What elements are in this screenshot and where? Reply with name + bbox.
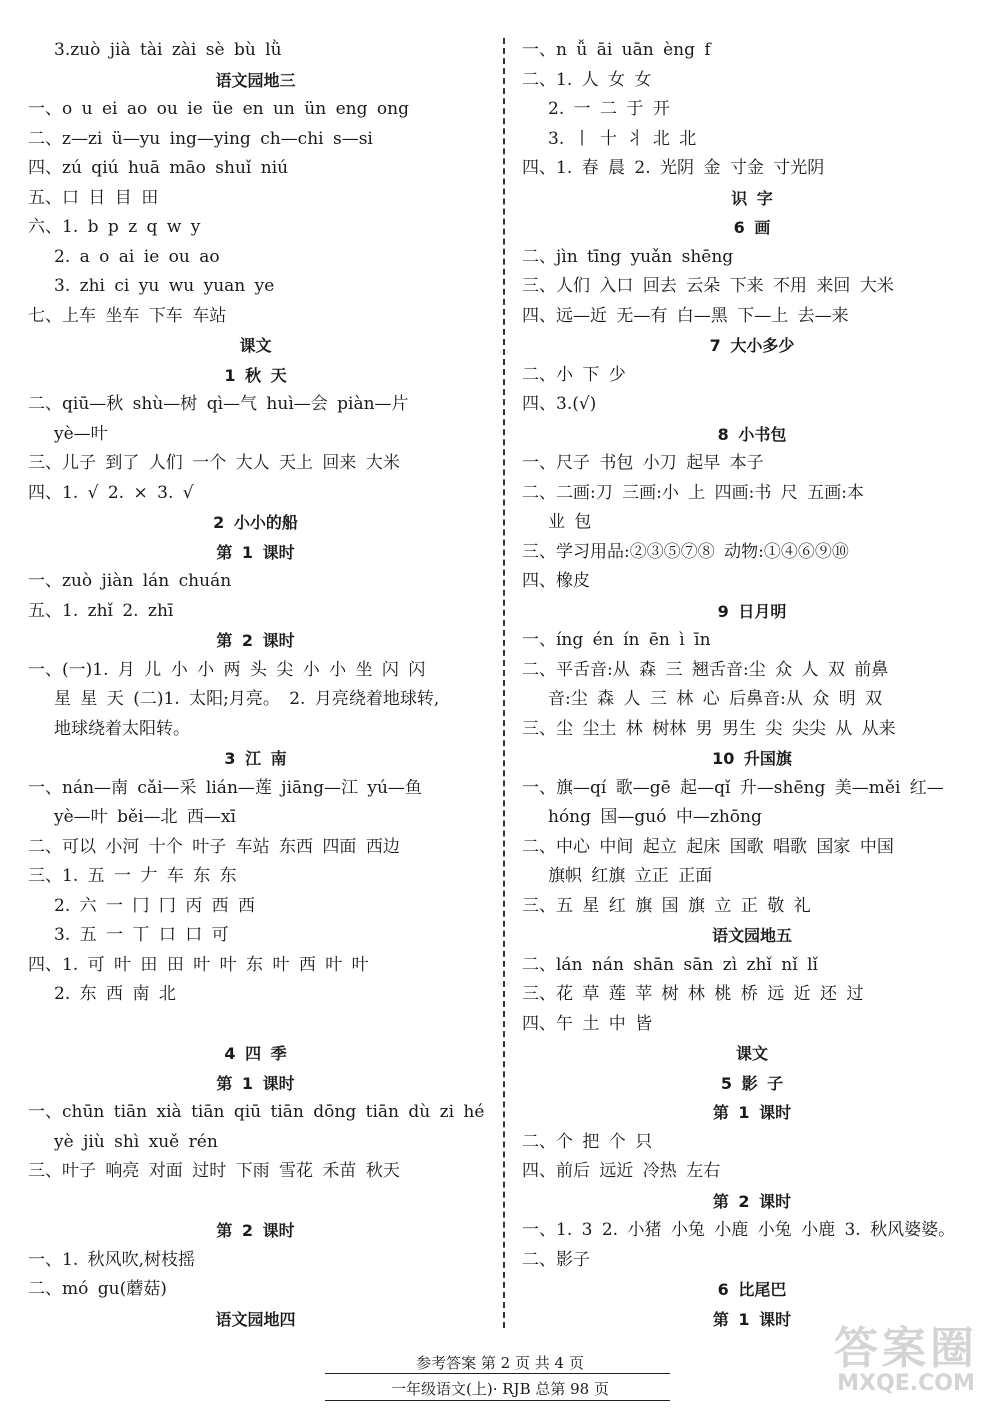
section-heading: 2 小小的船 — [213, 513, 298, 532]
answer-line: 一、o u ei ao ou ie üe en un ün eng ong — [28, 99, 409, 119]
answer-line: 四、前后 远近 冷热 左右 — [522, 1161, 721, 1181]
answer-line: 3. zhi ci yu wu yuan ye — [54, 276, 275, 296]
answer-line: 三、1. 五 一 𠂇 车 东 东 — [28, 866, 237, 886]
answer-line: hóng 国—guó 中—zhōng — [548, 807, 762, 827]
section-heading: 语文园地五 — [711, 926, 792, 945]
section-heading: 第 1 课时 — [216, 542, 295, 562]
answer-line: 五、1. zhǐ 2. zhī — [28, 600, 174, 621]
watermark-text: 答案圈 — [834, 1323, 978, 1374]
answer-line: 旗帜 红旗 立正 正面 — [548, 866, 713, 886]
answer-line: 四、zú qiú huā māo shuǐ niú — [28, 158, 289, 178]
answer-line: yè—叶 běi—北 西—xī — [54, 807, 236, 827]
answer-line: 四、午 土 中 皆 — [522, 1013, 653, 1034]
answer-line: 四、1. 春 晨 2. 光阴 金 寸金 寸光阴 — [522, 158, 825, 178]
answer-line: 三、儿子 到了 人们 一个 大人 天上 回来 大米 — [28, 453, 400, 473]
section-heading: 3 江 南 — [224, 749, 287, 768]
left-column — [28, 36, 483, 1334]
answer-line: 二、可以 小河 十个 叶子 车站 东西 四面 西边 — [28, 836, 400, 857]
answer-line: 地球绕着太阳转。 — [54, 718, 190, 739]
section-heading: 课文 — [735, 1044, 768, 1063]
answer-line: 二、个 把 个 只 — [522, 1131, 653, 1152]
section-heading: 10 升国旗 — [712, 749, 792, 768]
answer-line: 一、旗—qí 歌—gē 起—qǐ 升—shēng 美—měi 红— — [522, 777, 944, 798]
answer-line: 四、橡皮 — [522, 571, 590, 591]
blank-line — [28, 1187, 483, 1217]
answer-line: 三、学习用品:②③⑤⑦⑧ 动物:①④⑥⑨⑩ — [522, 541, 849, 562]
answer-line: 三、五 星 红 旗 国 旗 立 正 敬 礼 — [522, 895, 811, 916]
answer-line: 四、1. 可 叶 田 田 叶 叶 东 叶 西 叶 叶 — [28, 954, 369, 975]
answer-line: yè jiù shì xuě rén — [54, 1131, 218, 1152]
answer-line: 二、jìn tīng yuǎn shēng — [522, 246, 734, 267]
answer-line: 七、上车 坐车 下车 车站 — [28, 305, 227, 326]
section-heading: 8 小书包 — [717, 424, 787, 444]
section-heading: 4 四 季 — [224, 1044, 287, 1063]
section-heading: 5 影 子 — [720, 1073, 784, 1093]
blank-line — [28, 1010, 483, 1040]
answer-line: 2. 六 一 冂 冂 丙 西 西 — [54, 895, 256, 916]
answer-line: 二、1. 人 女 女 — [522, 69, 652, 90]
answer-line: 四、1. √ 2. × 3. √ — [28, 482, 194, 503]
section-heading: 第 2 课时 — [712, 1191, 792, 1211]
footer-page-info: 参考答案 第 2 页 共 4 页 — [416, 1354, 584, 1372]
footer-rule-bottom — [325, 1400, 670, 1401]
section-heading: 第 2 课时 — [216, 1221, 295, 1240]
answer-line: 六、1. b p z q w y — [28, 217, 201, 237]
answer-line: 四、3.(√) — [522, 394, 597, 414]
answer-line: 3. 五 一 丅 口 口 可 — [54, 925, 229, 945]
answer-line: 音:尘 森 人 三 林 心 后鼻音:从 众 明 双 — [548, 689, 883, 709]
answer-line: 二、小 下 少 — [522, 364, 626, 385]
answer-line: 一、1. 秋风吹,树枝摇 — [28, 1249, 196, 1270]
answer-line: 三、花 草 莲 苹 树 林 桃 桥 远 近 还 过 — [522, 984, 864, 1004]
answer-line: 2. 一 二 于 开 — [548, 99, 670, 119]
answer-line: 业 包 — [548, 512, 592, 532]
answer-line: 3. 丨 十 ⺦ 北 北 — [548, 128, 697, 149]
answer-line: 二、lán nán shān sān zì zhǐ nǐ lǐ — [522, 954, 818, 975]
section-heading: 6 画 — [733, 218, 771, 237]
footer-book-info: 一年级语文(上)· RJB 总第 98 页 — [391, 1380, 609, 1398]
answer-line: 二、mó gu(蘑菇) — [28, 1279, 167, 1299]
watermark-url: MXQE.COM — [837, 1371, 975, 1396]
section-heading: 语文园地三 — [215, 70, 296, 90]
section-heading: 1 秋 天 — [224, 365, 287, 385]
section-heading: 第 1 课时 — [712, 1309, 792, 1329]
answer-line: 一、zuò jiàn lán chuán — [28, 571, 232, 591]
answer-line: 一、1. 3 2. 小猪 小兔 小鹿 小兔 小鹿 3. 秋风婆婆。 — [522, 1220, 956, 1240]
answer-line: 二、平舌音:从 森 三 翘舌音:尘 众 人 双 前鼻 — [522, 659, 889, 680]
watermark-logo — [834, 1323, 978, 1396]
answer-line: 一、n ǚ āi uān èng f — [522, 40, 711, 60]
right-column — [522, 36, 982, 1334]
answer-line: 2. a o ai ie ou ao — [54, 246, 220, 267]
answer-line: 五、口 日 目 田 — [28, 187, 159, 208]
answer-line: 三、叶子 响亮 对面 过时 下雨 雪花 禾苗 秋天 — [28, 1161, 400, 1181]
section-heading: 9 日月明 — [717, 601, 787, 621]
section-heading: 7 大小多少 — [709, 336, 795, 355]
answer-line: 星 星 天 (二)1. 太阳;月亮。 2. 月亮绕着地球转, — [54, 689, 440, 709]
answer-line: 一、尺子 书包 小刀 起早 本子 — [522, 453, 764, 473]
answer-line: 一、nán—南 cǎi—采 lián—莲 jiāng—江 yú—鱼 — [28, 777, 422, 798]
section-heading: 语文园地四 — [215, 1309, 296, 1329]
column-divider — [503, 38, 505, 1328]
section-heading: 第 1 课时 — [712, 1103, 792, 1122]
answer-line: yè—叶 — [54, 423, 108, 444]
answer-line: 三、人们 入口 回去 云朵 下来 不用 来回 大米 — [522, 276, 894, 296]
answer-line: 3.zuò jià tài zài sè bù lǜ — [54, 40, 282, 60]
section-heading: 课文 — [239, 336, 272, 355]
section-heading: 识 字 — [731, 188, 773, 208]
answer-line: 一、(一)1. 月 儿 小 小 两 头 尖 小 小 坐 闪 闪 — [28, 659, 426, 680]
answer-line: 二、二画:刀 三画:小 上 四画:书 尺 五画:本 — [522, 482, 864, 503]
answer-line: 2. 东 西 南 北 — [54, 984, 176, 1004]
answer-line: 二、qiū—秋 shù—树 qì—气 huì—会 piàn—片 — [28, 394, 409, 414]
section-heading: 第 2 课时 — [216, 631, 295, 650]
answer-line: 一、chūn tiān xià tiān qiū tiān dōng tiān dù zi hé — [28, 1102, 485, 1122]
answer-line: 二、影子 — [522, 1249, 590, 1270]
answer-line: 四、远—近 无—有 白—黑 下—上 去—来 — [522, 305, 849, 326]
section-heading: 6 比尾巴 — [717, 1280, 787, 1299]
answer-line: 二、中心 中间 起立 起床 国歌 唱歌 国家 中国 — [522, 836, 894, 857]
answer-line: 二、z—zi ü—yu ing—ying ch—chi s—si — [28, 128, 373, 149]
footer-rule-top — [325, 1373, 670, 1374]
answer-line: 三、尘 尘土 林 树林 男 男生 尖 尖尖 从 从来 — [522, 718, 896, 739]
answer-line: 一、íng én ín ēn ì īn — [522, 630, 711, 650]
section-heading: 第 1 课时 — [216, 1073, 295, 1093]
